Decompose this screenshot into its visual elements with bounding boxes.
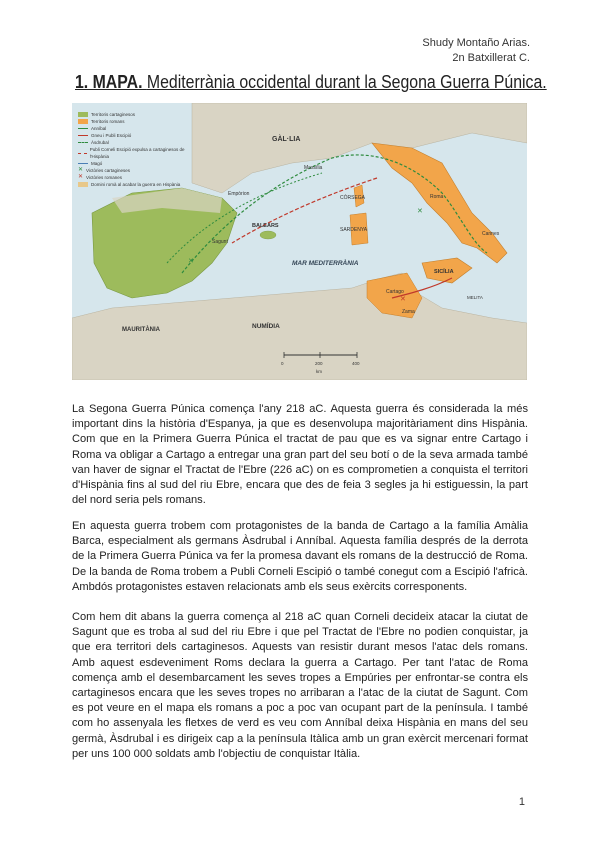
legend-swatch [78, 142, 88, 143]
map-figure [72, 103, 527, 380]
label-massilia: Massília [304, 165, 323, 171]
label-melita: MELITA [467, 295, 483, 300]
author-name: Shudy Montaño Arias. [422, 37, 530, 49]
legend-label: Territoris romans [91, 119, 125, 124]
legend-item [78, 139, 190, 146]
legend-swatch [78, 163, 88, 164]
label-sicily: SICÍLIA [434, 269, 454, 275]
battle-mark-1: ✕ [188, 258, 194, 265]
legend-swatch [78, 112, 88, 117]
paragraph-1: La Segona Guerra Púnica comença l'any 218 aC. Aquesta guerra és considerada la més important dins la història d'Espanya, ja que es desenvolupa majoritàriament dins Hispània. Com que en la Primera Guerra Púnica el tractat de pau que es va signar entre Cartago i Roma va obligar a Cartago a entregar una gran part del seu botí o de la seva armada també van haver de signar el Tractat de l'Ebre (226 aC) on es comprometien a conquista el territori d'Hispània fins al sud del riu Ebre, encara que des de feia 3 segles ja hi estiguessin, la part del nord seria pels romans. [72, 403, 528, 507]
paragraph-2: En aquesta guerra trobem com protagonistes de la banda de Cartago a la família Amàlia Barca, especialment als germans Àsdrubal i Anníbal. Aquesta família després de la derrota de la Primera Guerra Púnica va fer la promesa davant els romans de la destrucció de Roma. De la banda de Roma trobem a Publi Corneli Escipió o també conegut com a Escipió l'africà. Ambdós protagonistes estaven relacionats amb els seus exèrcits corresponents. [72, 520, 528, 593]
label-emporion: Empòrion [228, 191, 250, 197]
legend-swatch: ✕ [78, 167, 84, 173]
label-corsica: CÒRSEGA [340, 195, 366, 201]
scale-label-0: 0 [281, 361, 284, 366]
label-sardinia: SARDENYA [340, 227, 368, 233]
legend-swatch [78, 128, 88, 129]
land-baleares [260, 231, 276, 239]
battle-mark-3: ✕ [400, 296, 406, 303]
legend-label: Victòries romanes [86, 175, 122, 180]
legend-label: Publi Corneli Escipió expulsa a cartaginesos de l'Hispània [89, 147, 185, 159]
legend-label: Territoris cartaginesos [91, 112, 136, 117]
legend-label: Victòries cartagineses [86, 168, 130, 173]
course-name: 2n Batxillerat C. [452, 52, 530, 64]
label-cartago: Cartago [386, 289, 404, 295]
legend-item [78, 167, 190, 174]
page-number: 1 [518, 796, 525, 808]
header-info [422, 36, 530, 66]
legend-item [78, 111, 190, 118]
map-legend [78, 111, 190, 188]
legend-item [78, 160, 190, 167]
label-roma: Roma [430, 194, 444, 200]
legend-label: Anníbal [91, 126, 107, 131]
legend-item [78, 125, 190, 132]
legend-label: Magó [91, 161, 103, 166]
legend-item [78, 174, 190, 181]
label-numidia: NUMÍDIA [252, 323, 280, 330]
label-gaul: GÀL·LIA [272, 136, 301, 143]
legend-swatch [78, 135, 88, 136]
page-title [75, 72, 547, 92]
scale-label-200: 200 [315, 361, 323, 366]
legend-item [78, 146, 190, 160]
title-number: 1. MAPA. [75, 72, 143, 92]
paragraph-3: Com hem dit abans la guerra comença al 218 aC quan Corneli decideix atacar la ciutat de Sagunt que es troba al sud del riu Ebre i que pel Tractat de l'Ebre no podien conquistar, ja que era territori dels cartaginesos. Aquests van resistir durant mesos l'atac dels romans. Amb aquest esdeveniment Roms declara la guerra a Cartago. Per tant l'atac de Roma comença amb el desembarcament les seves tropes a Empúries per enfrontar-se contra els cartaginesos encara que les seves tropes no arribaran a l'atac de la ciutat de Sagunt. Com es pot veure en el mapa els romans a poc a poc van ocupant part de la península. I també com ho assenyala les fletxes de verd es veu com Anníbal deixa Hispània en mans del seu germà, Àsdrubal i es dirigeix cap a la península Itàlica amb un gran exèrcit mercenari format per uns 100 000 soldats amb l'objectiu de conquistar Itàlia. [72, 611, 528, 760]
legend-swatch [78, 119, 88, 124]
label-zama: Zama [402, 309, 415, 315]
legend-label: Gneu i Publi Escipió [91, 133, 132, 138]
label-baleares: BALEARS [252, 223, 279, 229]
land-europe [192, 103, 527, 193]
legend-label: Àsdrubal [91, 140, 109, 145]
label-sagunt: Sagunt [212, 239, 228, 245]
label-sea: MAR MEDITERRÀNIA [292, 260, 359, 267]
legend-item [78, 118, 190, 125]
legend-swatch: ✕ [78, 174, 84, 180]
scale-label-400: 400 [352, 361, 360, 366]
label-mauritania: MAURITÀNIA [122, 327, 160, 333]
legend-swatch [78, 153, 87, 154]
battle-mark-2: ✕ [417, 208, 423, 215]
legend-swatch [78, 182, 88, 187]
legend-item [78, 181, 190, 188]
legend-label: Domini romà al acabar la guerra en Hispània [91, 182, 181, 187]
title-text: Mediterrània occidental durant la Segona Guerra Púnica. [146, 72, 547, 92]
scale-unit: km [316, 369, 322, 374]
legend-item [78, 132, 190, 139]
label-cannes: Cannes [482, 231, 500, 237]
